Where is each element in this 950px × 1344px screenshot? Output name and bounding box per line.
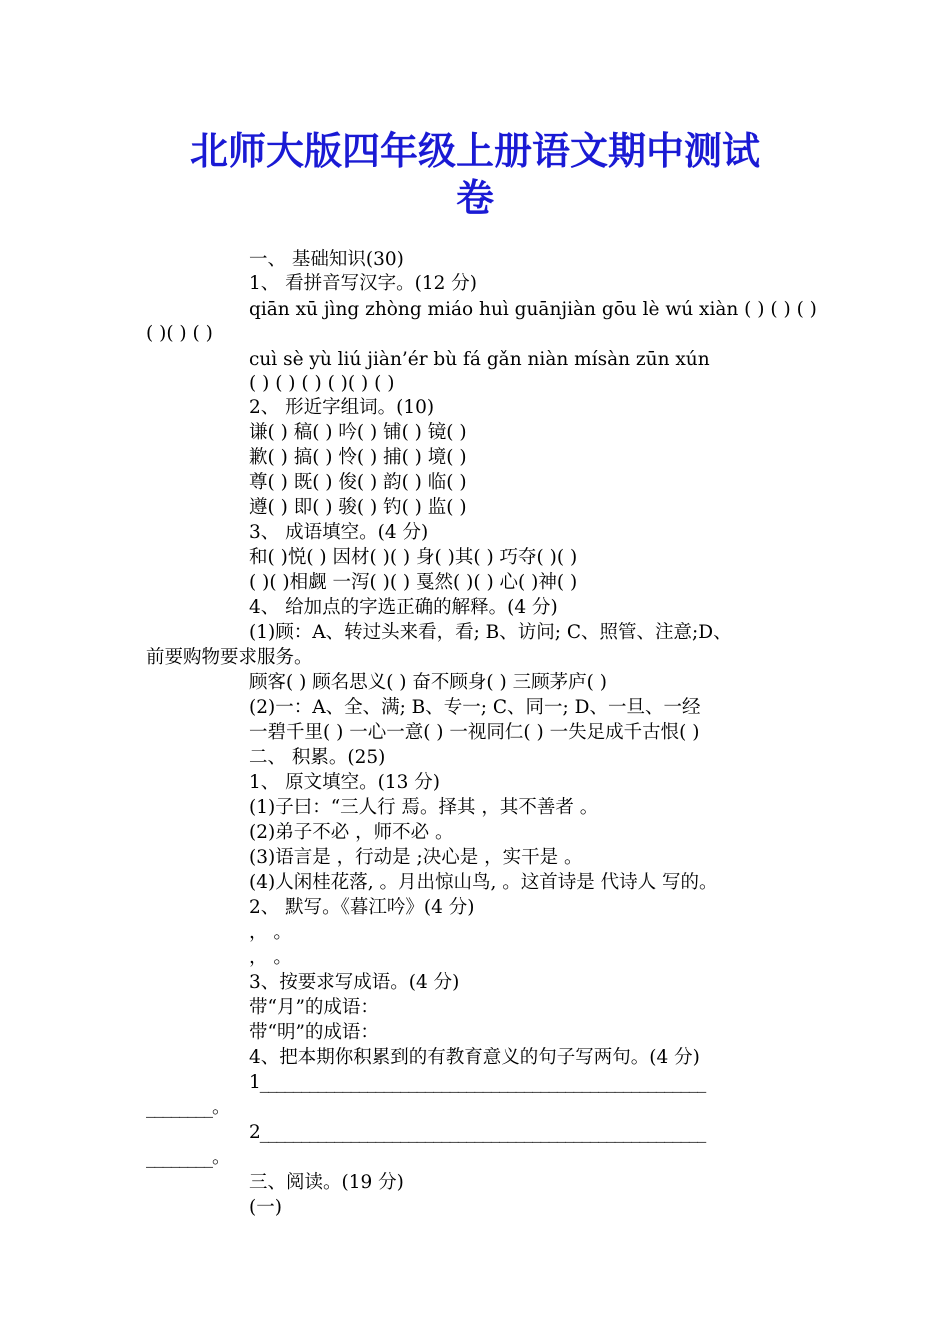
fill-blank-line: (1)子曰：“三人行 焉。择其 ，其不善者 。 — [249, 797, 599, 818]
definition-line: (1)顾：A、转过头来看，看; B、访问; C、照管、注意;D、 — [249, 622, 732, 643]
question-heading: 2、 形近字组词。(10) — [249, 397, 435, 418]
idiom-row: 和( )悦( ) 因材( )( ) 身( )其( ) 巧夺( )( ) — [249, 547, 578, 568]
fill-blank-line: (4)人闲桂花落, 。月出惊山鸟, 。这首诗是 代诗人 写的。 — [249, 872, 718, 893]
pinyin-line: qiān xū jìng zhòng miáo huì guānjiàn gōu lè wú xiàn ( ) ( ) ( ) — [249, 299, 817, 320]
subsection-heading: (一) — [249, 1197, 282, 1218]
answer-underline-continued: ________。 — [146, 1147, 230, 1168]
question-heading: 4、把本期你积累到的有教育意义的句子写两句。(4 分) — [249, 1047, 700, 1068]
section-heading: 二、 积累。(25) — [249, 747, 386, 768]
word-group-row: 谦( ) 稿( ) 吟( ) 铺( ) 镜( ) — [249, 422, 467, 443]
question-heading: 3、按要求写成语。(4 分) — [249, 972, 460, 993]
question-heading: 2、 默写。《暮江吟》(4 分) — [249, 897, 475, 918]
choice-row: 一碧千里( ) 一心一意( ) 一视同仁( ) 一失足成千古恨( ) — [249, 722, 700, 743]
pinyin-line: cuì sè yù liú jiàn’ér bù fá gǎn niàn mísàn zūn xún — [249, 349, 710, 370]
answer-underline-continued: ________。 — [146, 1097, 230, 1118]
word-group-row: 尊( ) 既( ) 俊( ) 韵( ) 临( ) — [249, 472, 467, 493]
fill-blank-line: (2)弟子不必 ，师不必 。 — [249, 822, 454, 843]
poem-blank-line: ， 。 — [249, 947, 292, 968]
question-heading: 3、 成语填空。(4 分) — [249, 522, 429, 543]
answer-underline: 2______________________________________________________ — [249, 1122, 706, 1143]
fill-blank-line: (3)语言是 ，行动是 ;决心是 ，实干是 。 — [249, 847, 583, 868]
poem-blank-line: ， 。 — [249, 922, 292, 943]
definition-line: (2)一：A、全、满; B、专一; C、同一; D、一旦、一经 — [249, 697, 701, 718]
answer-blanks: ( )( ) ( ) — [146, 323, 213, 344]
question-heading: 1、 原文填空。(13 分) — [249, 772, 441, 793]
choice-row: 顾客( ) 顾名思义( ) 奋不顾身( ) 三顾茅庐( ) — [249, 672, 607, 693]
answer-underline: 1______________________________________________________ — [249, 1072, 706, 1093]
idiom-prompt: 带“月”的成语： — [249, 997, 379, 1018]
section-heading: 一、 基础知识(30) — [249, 249, 404, 270]
definition-line-continued: 前要购物要求服务。 — [146, 647, 313, 668]
page-title: 北师大版四年级上册语文期中测试 — [189, 128, 760, 173]
idiom-prompt: 带“明”的成语： — [249, 1022, 379, 1043]
section-heading: 三、阅读。(19 分) — [249, 1172, 404, 1193]
page-title-continued: 卷 — [455, 175, 494, 220]
answer-blanks: ( ) ( ) ( ) ( )( ) ( ) — [249, 373, 395, 394]
question-heading: 4、 给加点的字选正确的解释。(4 分) — [249, 597, 558, 618]
word-group-row: 遵( ) 即( ) 骏( ) 钓( ) 监( ) — [249, 497, 467, 518]
idiom-row: ( )( )相觑 一泻( )( ) 戛然( )( ) 心( )神( ) — [249, 572, 578, 593]
word-group-row: 歉( ) 搞( ) 怜( ) 捕( ) 境( ) — [249, 447, 467, 468]
question-heading: 1、 看拼音写汉字。(12 分) — [249, 273, 478, 294]
